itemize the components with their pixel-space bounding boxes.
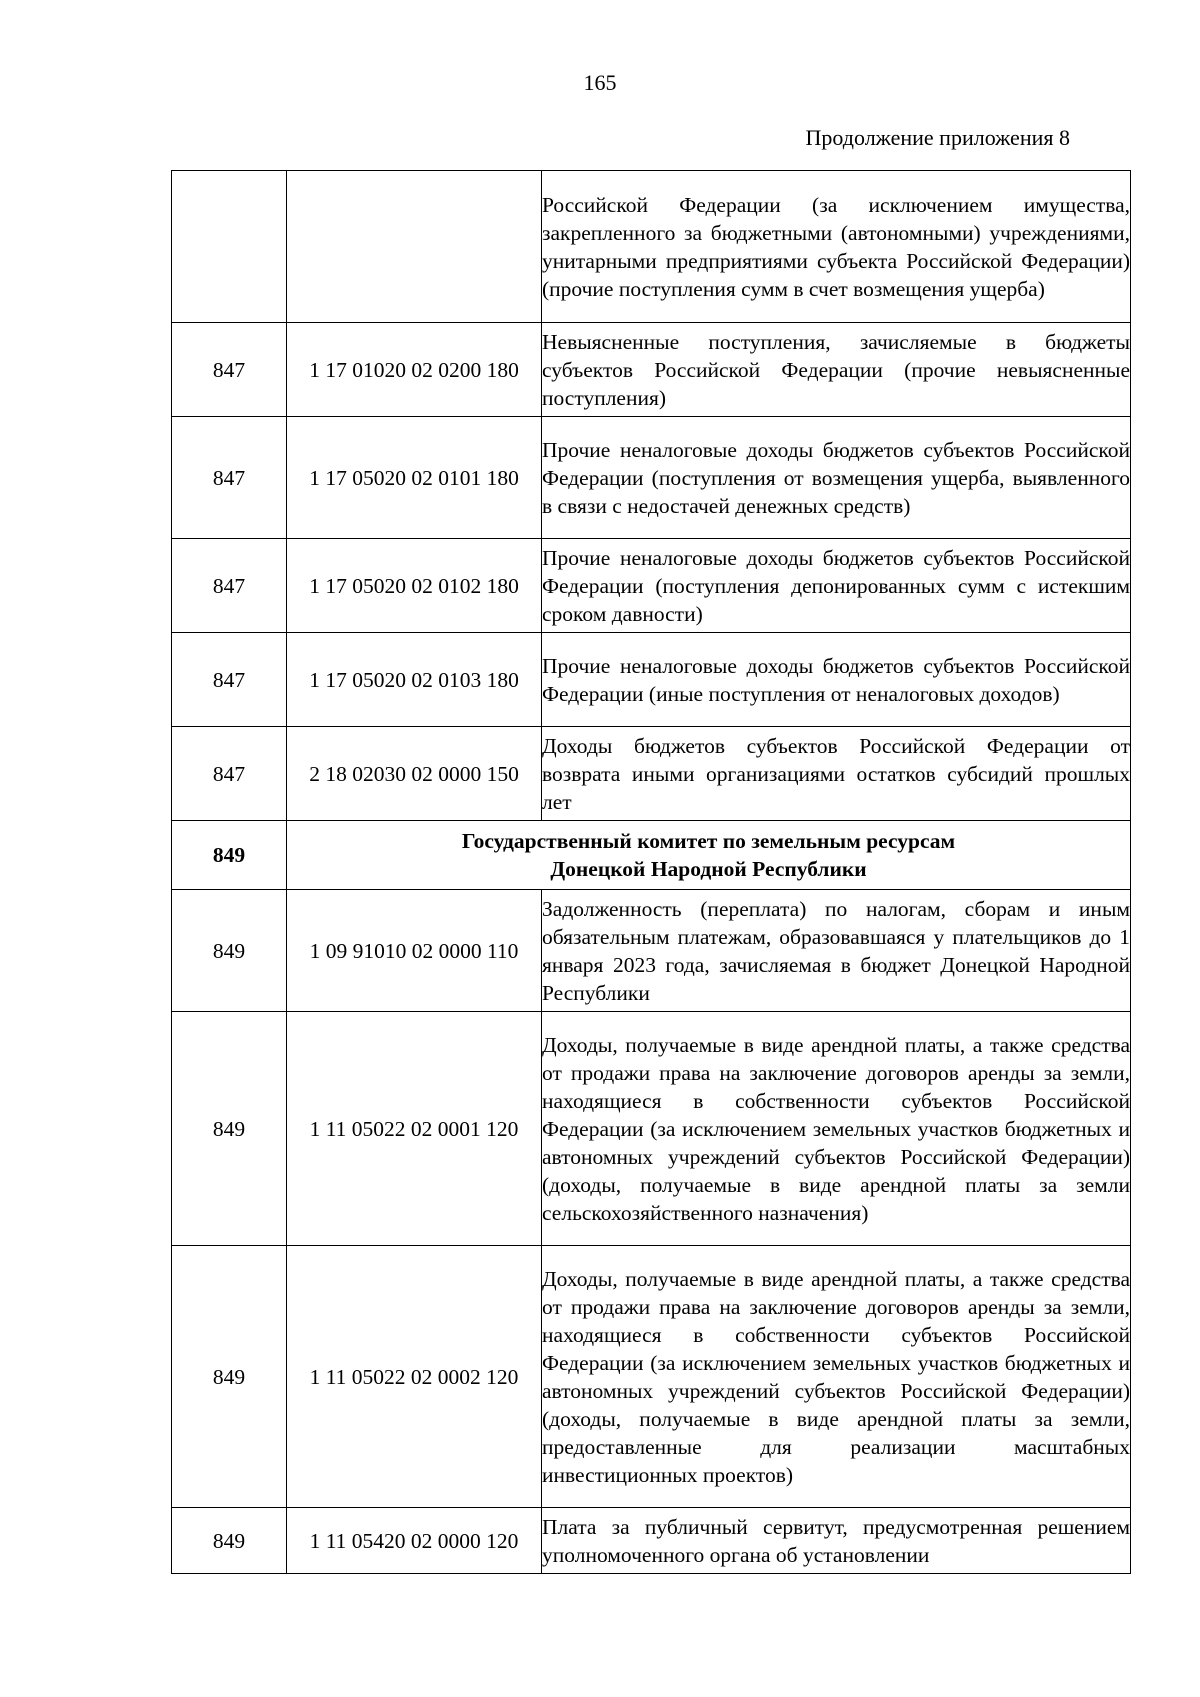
table-row <box>172 1012 1131 1246</box>
revenue-name-cell: Доходы бюджетов субъектов Российской Федерации от возврата иными организациями остатков субсидий прошлых лет <box>542 727 1131 821</box>
admin-code-cell: 847 <box>172 633 287 727</box>
table-row <box>172 633 1131 727</box>
admin-code-cell: 847 <box>172 323 287 417</box>
org-code-cell: 849 <box>172 821 287 890</box>
table-body <box>172 171 1131 1574</box>
kbk-code-cell: 1 09 91010 02 0000 110 <box>287 890 542 1012</box>
revenue-name-cell: Прочие неналоговые доходы бюджетов субъектов Российской Федерации (иные поступления от неналоговых доходов) <box>542 633 1131 727</box>
admin-code-cell: 847 <box>172 417 287 539</box>
page-number: 165 <box>583 70 617 95</box>
kbk-code-cell: 1 17 05020 02 0103 180 <box>287 633 542 727</box>
revenue-name-cell: Прочие неналоговые доходы бюджетов субъектов Российской Федерации (поступления от возмещения ущерба, выявленного в связи с недостачей денежных средств) <box>542 417 1131 539</box>
kbk-code-cell: 1 11 05022 02 0001 120 <box>287 1012 542 1246</box>
revenue-name-cell: Доходы, получаемые в виде арендной платы, а также средства от продажи права на заключение договоров аренды за земли, находящиеся в собственности субъектов Российской Федерации (за исключением земельных участков бюджетных и автономных учреждений субъектов Российской Федерации) (доходы, получаемые в виде арендной платы за земли, предоставленные для реализации масштабных инвестиционных проектов) <box>542 1246 1131 1508</box>
admin-code-cell <box>172 171 287 323</box>
kbk-code-cell: 2 18 02030 02 0000 150 <box>287 727 542 821</box>
table-row <box>172 417 1131 539</box>
revenue-codes-table <box>171 170 1131 1574</box>
org-header-row <box>172 821 1131 890</box>
admin-code-cell: 849 <box>172 890 287 1012</box>
admin-code-cell: 849 <box>172 1246 287 1508</box>
appendix-caption: Продолжение приложения 8 <box>805 125 1070 150</box>
kbk-code-cell: 1 17 05020 02 0102 180 <box>287 539 542 633</box>
org-name-line: Донецкой Народной Республики <box>550 857 867 881</box>
table-row <box>172 171 1131 323</box>
revenue-name-cell: Доходы, получаемые в виде арендной платы, а также средства от продажи права на заключение договоров аренды за земли, находящиеся в собственности субъектов Российской Федерации (за исключением земельных участков бюджетных и автономных учреждений субъектов Российской Федерации) (доходы, получаемые в виде арендной платы за земли сельскохозяйственного назначения) <box>542 1012 1131 1246</box>
revenue-name-cell: Невыясненные поступления, зачисляемые в бюджеты субъектов Российской Федерации (прочие невыясненные поступления) <box>542 323 1131 417</box>
table-row <box>172 1246 1131 1508</box>
admin-code-cell: 849 <box>172 1012 287 1246</box>
table-row <box>172 1508 1131 1574</box>
table-row <box>172 323 1131 417</box>
revenue-name-cell: Российской Федерации (за исключением имущества, закрепленного за бюджетными (автономными) учреждениями, унитарными предприятиями субъекта Российской Федерации) (прочие поступления сумм в счет возмещения ущерба) <box>542 171 1131 323</box>
admin-code-cell: 849 <box>172 1508 287 1574</box>
kbk-code-cell: 1 17 01020 02 0200 180 <box>287 323 542 417</box>
table-row <box>172 727 1131 821</box>
org-name-cell <box>287 821 1131 890</box>
kbk-code-cell: 1 11 05022 02 0002 120 <box>287 1246 542 1508</box>
revenue-name-cell: Плата за публичный сервитут, предусмотренная решением уполномоченного органа об установлении <box>542 1508 1131 1574</box>
revenue-name-cell: Прочие неналоговые доходы бюджетов субъектов Российской Федерации (поступления депонированных сумм с истекшим сроком давности) <box>542 539 1131 633</box>
kbk-code-cell <box>287 171 542 323</box>
admin-code-cell: 847 <box>172 539 287 633</box>
revenue-name-cell: Задолженность (переплата) по налогам, сборам и иным обязательным платежам, образовавшаяся у плательщиков до 1 января 2023 года, зачисляемая в бюджет Донецкой Народной Республики <box>542 890 1131 1012</box>
admin-code-cell: 847 <box>172 727 287 821</box>
org-name-line: Государственный комитет по земельным ресурсам <box>461 829 956 853</box>
table-row <box>172 890 1131 1012</box>
kbk-code-cell: 1 17 05020 02 0101 180 <box>287 417 542 539</box>
table-row <box>172 539 1131 633</box>
kbk-code-cell: 1 11 05420 02 0000 120 <box>287 1508 542 1574</box>
